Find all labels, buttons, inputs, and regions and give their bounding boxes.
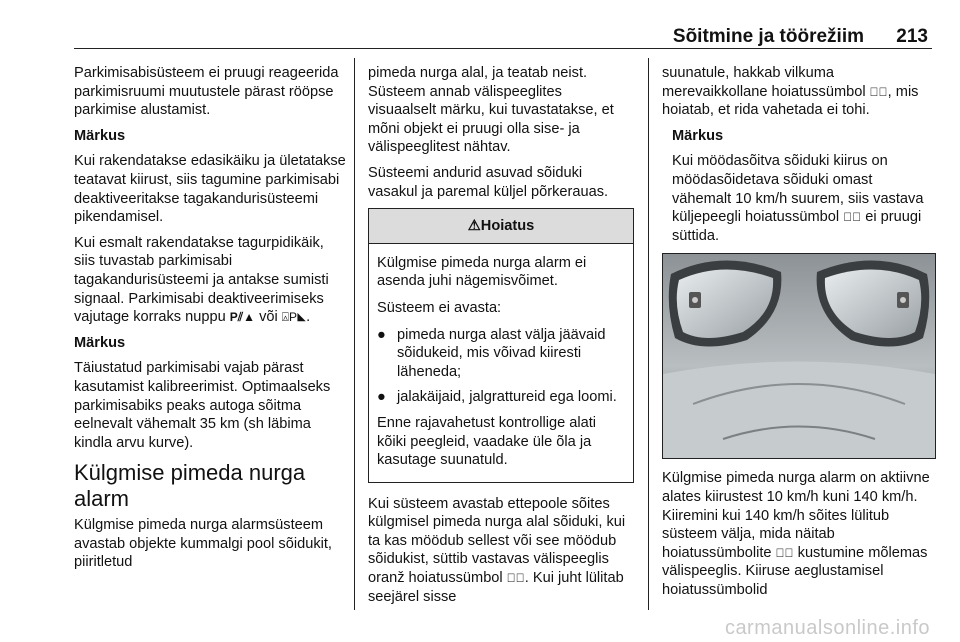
warning-text: Süsteem ei avasta: [377,299,502,316]
warning-title: Hoiatus [480,218,535,235]
note-text [672,152,934,245]
warning-body [369,244,633,482]
bullet-icon: ● [377,389,386,406]
blind-spot-warning-icon: ⊿⃞ [869,84,888,99]
blind-spot-warning-icon: ⊿⃞ [506,571,525,586]
blind-spot-warning-icon: ⊿⃞ [775,545,794,560]
paragraph: Parkimisabisüsteem ei pruugi reageerida parkimisruumi muutustele pärast rööpse parkimise alustamist. [74,65,339,119]
note-text-part: Kui möödasõitva sõiduki kiirus on möödasõidetava sõiduki omast vähemalt 10 km/h suurem, siis vastava küljepeegli hoiatussümbol [672,153,924,226]
paragraph-text: . Kui juht lülitab seejärel sisse [368,570,624,605]
page-number: 213 [896,26,928,47]
parking-assist-alt-icon: ⍓P◣ [281,310,307,325]
warning-header [369,209,633,244]
note-block [662,127,934,246]
watermark: carmanualsonline.info [724,617,930,639]
list-item [377,388,623,407]
column-divider-1 [354,58,355,610]
list-item-text: jalakäijaid, jalgrattureid ega loomi. [397,389,617,406]
paragraph-text: suunatule, hakkab vilkuma merevaikkollane hoiatussümbol [662,65,866,100]
column-divider-2 [648,58,649,610]
paragraph: Külgmise pimeda nurga alarmsüsteem avastab objekte kummalgi pool sõidukit, piiritletud [74,517,332,571]
paragraph-text: Kui süsteem avastab ettepoole sõites külgmisel pimeda nurga alal sõiduki, kui ta kas möödub sellest või see möödub sõidukist, süttib vastavas välispeeglis oranž hoiatussümbol [368,495,626,587]
warning-box [368,208,634,483]
list-item [377,326,623,382]
mirror-illustration [663,254,935,458]
paragraph [368,495,634,607]
column-2 [368,64,634,613]
paragraph-text: , mis hoiatab, et rida vahetada ei tohi. [662,83,919,119]
warning-text: Enne rajavahetust kontrollige alati kõiki peegleid, vaadake üle õla ja kasutage suunatuld. [377,414,597,469]
paragraph [74,234,346,327]
paragraph-text: või [255,309,282,326]
list-item-text: pimeda nurga alast välja jäävaid sõidukeid, mis võivad kiiresti läheneda; [397,326,606,380]
paragraph [662,469,934,599]
column-1 [74,64,346,579]
note-label: Märkus [74,334,126,351]
paragraph-text: Kui esmalt rakendatakse tagurpidikäik, siis tuvastab parkimisabi tagakandurisüsteemi ja antakse sumisti signaal. Parkimisabi deaktiveerimiseks vajutage korraks nuppu [74,234,329,326]
paragraph-text: Külgmise pimeda nurga alarm on aktiivne alates kiirustest 10 km/h kuni 140 km/h. Kiiremini kui 140 km/h sõites lülitub süsteem välja, mida näitab hoiatussümbolite [662,470,930,561]
paragraph-text: kustumine mõlemas välispeeglis. Kiiruse aeglustamisel hoiatussümbolid [662,544,928,598]
section-heading: Külgmise pimeda nurga alarm [74,460,306,512]
warning-text: Külgmise pimeda nurga alarm ei asenda juhi nägemisvõimet. [377,254,587,290]
chapter-title: Sõitmine ja töörežiim [672,26,864,47]
parking-assist-button-icon: P⫽▲ [229,310,256,325]
warning-icon: ⚠ [467,218,481,235]
blind-spot-warning-icon: ⊿⃞ [843,210,862,225]
paragraph-text: . [306,309,311,326]
column-3 [662,64,934,607]
bullet-icon: ● [377,326,386,343]
page-header [74,26,932,49]
note-text: Kui rakendatakse edasikäiku ja ületatakse teatavat kiirust, siis tagumine parkimisabi deaktiveeritakse tagakandurisüsteemi pikendamisel. [74,153,346,226]
paragraph: Süsteemi andurid asuvad sõiduki vasakul ja paremal küljel põrkerauas. [368,164,609,200]
paragraph: pimeda nurga alal, ja teatab neist. Süsteem annab välispeeglites visuaalselt märku, kui tuvastatakse, et mõni objekt ei pruugi olla sise- ja välispeeglitest nähtav. [368,65,614,156]
note-text-part: ei pruugi süttida. [672,209,922,244]
side-mirrors-photo [662,253,936,459]
note-label: Märkus [672,127,724,144]
note-label: Märkus [74,127,126,144]
paragraph [662,64,934,120]
note-text: Täiustatud parkimisabi vajab pärast kasutamist kalibreerimist. Optimaalseks parkimisabiks peaks autoga sõitma eelnevalt vähemalt 35 km (sh läbima kindla arvu kurve). [74,360,331,451]
